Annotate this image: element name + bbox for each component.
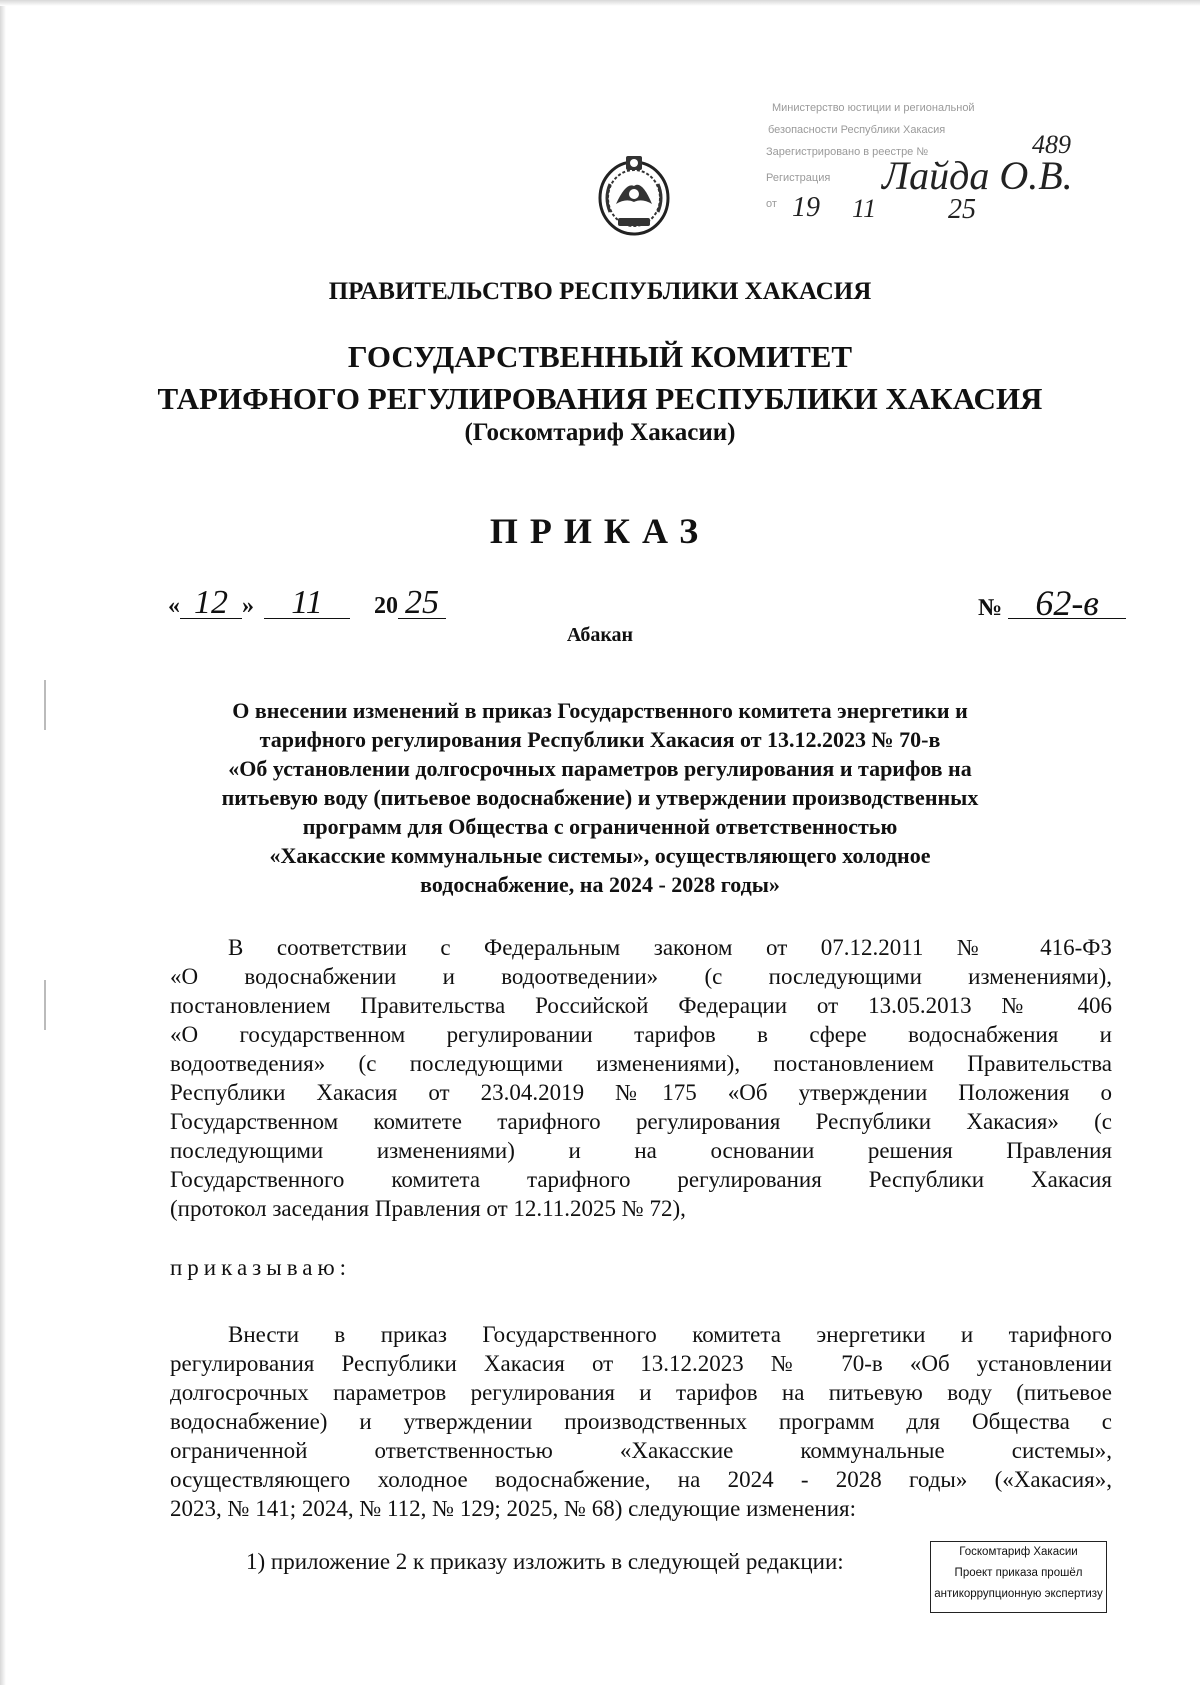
title-line: программ для Общества с ограниченной ответственностью: [302, 814, 898, 839]
reg-stamp-line: Зарегистрировано в реестре №: [766, 146, 929, 158]
order-number: [978, 583, 1126, 623]
committee-short-name: (Госкомтариф Хакасии): [464, 419, 736, 446]
preamble-line: Государственном комитете тарифного регулирования Республики Хакасия» (с: [170, 1109, 1112, 1134]
registration-stamp: [762, 102, 1102, 262]
title-line: питьевую воду (питьевое водоснабжение) и утверждении производственных: [221, 785, 979, 810]
body-line: осуществляющего холодное водоснабжение, на 2024 - 2028 годы» («Хакасия»,: [170, 1467, 1112, 1492]
preamble-line: последующими изменениями) и на основании решения Правления: [170, 1138, 1112, 1163]
date-year-prefix: 20: [374, 593, 398, 619]
reg-date-month: 11: [852, 194, 877, 223]
number-value: 62-в: [1008, 588, 1126, 619]
preamble-line: Государственного комитета тарифного регулирования Республики Хакасия: [170, 1167, 1112, 1192]
registrar-signature: Лайда О.В.: [882, 153, 1073, 198]
title-line: «Об установлении долгосрочных параметров регулирования и тарифов на: [228, 756, 972, 781]
number-label: №: [978, 595, 1003, 621]
order-date: [168, 584, 446, 621]
date-month: 11: [264, 588, 350, 619]
body-line: ограниченной ответственностью «Хакасские коммунальные системы»,: [170, 1438, 1112, 1463]
scan-edge-top: [0, 0, 1200, 6]
title-line: водоснабжение, на 2024 - 2028 годы»: [420, 872, 780, 897]
khakassia-emblem-icon: [596, 152, 672, 240]
body-line: долгосрочных параметров регулирования и тарифов на питьевую воду (питьевое: [170, 1380, 1112, 1405]
title-line: «Хакасские коммунальные системы», осуществляющего холодное: [269, 843, 931, 868]
reg-stamp-line: безопасности Республики Хакасия: [768, 124, 946, 136]
date-year-suffix: 25: [398, 588, 446, 619]
preamble-line: Республики Хакасия от 23.04.2019 №175 «Об утверждении Положения о: [170, 1080, 1112, 1105]
order-word: приказываю:: [170, 1255, 352, 1280]
expertise-stamp-line: антикоррупционную экспертизу: [934, 1588, 1103, 1600]
government-name: ПРАВИТЕЛЬСТВО РЕСПУБЛИКИ ХАКАСИЯ: [328, 278, 872, 305]
preamble-line: водоотведения» (с последующими изменениями), постановлением Правительства: [170, 1051, 1112, 1076]
committee-name-line1: ГОСУДАРСТВЕННЫЙ КОМИТЕТ: [347, 339, 853, 374]
date-day: 12: [180, 588, 242, 619]
expertise-stamp-line: Госкомтариф Хакасии: [959, 1546, 1078, 1558]
expertise-stamp: [930, 1541, 1107, 1613]
preamble-line: В соответствии с Федеральным законом от 07.12.2011 № 416-ФЗ: [228, 935, 1112, 960]
expertise-stamp-line: Проект приказа прошёл: [954, 1567, 1083, 1579]
reg-stamp-line: Министерство юстиции и региональной: [772, 102, 975, 114]
preamble-line: «О государственном регулировании тарифов в сфере водоснабжения и: [170, 1022, 1112, 1047]
body-line: 2023, № 141; 2024, № 112, № 129; 2025, № 68) следующие изменения:: [170, 1496, 857, 1521]
date-close-quote: »: [242, 593, 254, 619]
preamble-line: (протокол заседания Правления от 12.11.2025 № 72),: [170, 1196, 686, 1221]
list-item-1: 1) приложение 2 к приказу изложить в следующей редакции:: [246, 1549, 844, 1574]
document-type-heading: ПРИКАЗ: [489, 511, 711, 551]
reg-number: 489: [1032, 130, 1071, 159]
reg-stamp-line: Регистрация: [766, 172, 831, 184]
body-line: водоснабжение) и утверждении производственных программ для Общества с: [170, 1409, 1112, 1434]
scan-mark: [44, 680, 46, 730]
body-line: Внести в приказ Государственного комитета энергетики и тарифного: [228, 1322, 1112, 1347]
reg-date-year: 25: [948, 194, 976, 225]
reg-stamp-line: от: [766, 198, 777, 210]
title-line: О внесении изменений в приказ Государственного комитета энергетики и: [232, 698, 968, 723]
preamble-line: «О водоснабжении и водоотведении» (с последующими изменениями),: [170, 964, 1112, 989]
date-open-quote: «: [168, 593, 180, 619]
reg-date-day: 19: [792, 192, 820, 223]
preamble-line: постановлением Правительства Российской Федерации от 13.05.2013 № 406: [170, 993, 1112, 1018]
city-name: Абакан: [566, 624, 634, 646]
title-line: тарифного регулирования Республики Хакасия от 13.12.2023 № 70-в: [259, 727, 941, 752]
body-line: регулирования Республики Хакасия от 13.12.2023 № 70-в «Об установлении: [170, 1351, 1112, 1376]
committee-name-line2: ТАРИФНОГО РЕГУЛИРОВАНИЯ РЕСПУБЛИКИ ХАКАСИЯ: [157, 381, 1043, 416]
scan-mark: [44, 980, 46, 1030]
